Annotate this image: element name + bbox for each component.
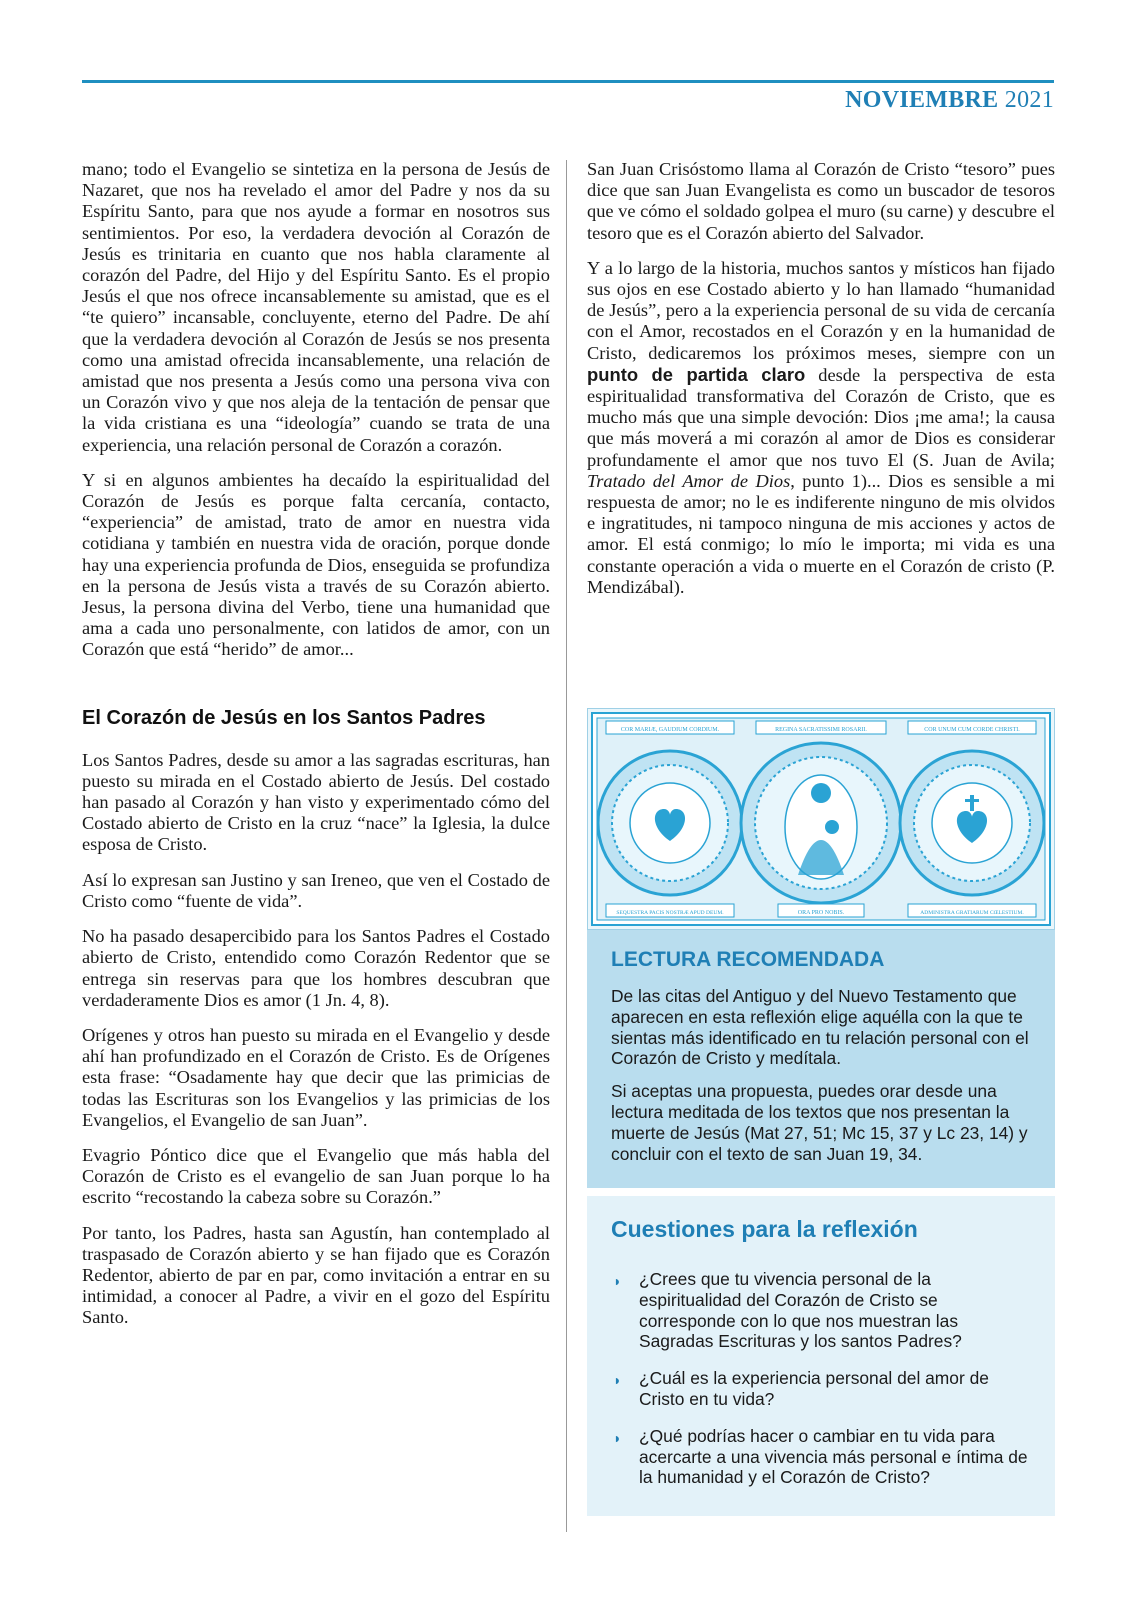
question-item bbox=[611, 1269, 1031, 1352]
right-paragraph-2-part-c: desde la perspectiva de esta espiritualidad transformativa del Corazón de Cristo, que es mucho más que una simple devoción: Dios ¡me ama!; la causa que más moverá a mi corazón al amor de Dios es considerar profundamente el amor que nos tuvo El (S. Juan de Avila; bbox=[587, 364, 1055, 470]
right-paragraph-2-part-a: Y a lo largo de la historia, muchos santos y místicos han fijado sus ojos en ese Costado abierto y lo han llamado “humanidad de Jesús”, pero a la experiencia personal de su vida de cercanía con el Amor, recostados en el Corazón y en la humanidad de Cristo, dedicaremos los próximos meses, siempre con un bbox=[587, 257, 1055, 363]
header-rule bbox=[82, 80, 1054, 83]
left-paragraph-5: No ha pasado desapercibido para los Santos Padres el Costado abierto de Cristo, entendido como Corazón Redentor que se entrega sin reservas para que los hombres descubran que verdaderamente Dios es amor (1 Jn. 4, 8). bbox=[82, 926, 550, 1010]
bottom-banner-center: ORA PRO NOBIS. bbox=[797, 910, 845, 916]
bullet-icon: ◗ bbox=[613, 1273, 622, 1289]
sacred-hearts-engraving bbox=[587, 708, 1055, 930]
left-paragraph-7: Evagrio Póntico dice que el Evangelio que más habla del Corazón de Cristo es el evangelio de san Juan porque lo ha escrito “recostando la cabeza sobre su Corazón.” bbox=[82, 1144, 550, 1208]
question-item bbox=[611, 1426, 1031, 1488]
reflection-questions-title: Cuestiones para la reflexión bbox=[611, 1216, 918, 1242]
right-paragraph-2-part-e: , punto 1)... Dios es sensible a mi respuesta de amor; no le es indiferente ninguno de mis olvidos e ingratitudes, ni tampoco ninguna de mis acciones y actos de amor. El está conmigo; lo mío le importa; mi vida es una constante operación a vida o muerte en el Corazón de cristo (P. Mendizábal). bbox=[587, 470, 1055, 597]
bullet-icon: ◗ bbox=[613, 1372, 622, 1389]
emphasis-punto-de-partida: punto de partida claro bbox=[587, 363, 806, 385]
left-column bbox=[82, 159, 550, 1343]
question-text: ¿Cuál es la experiencia personal del amor de Cristo en tu vida? bbox=[639, 1368, 989, 1409]
bottom-banner-right: ADMINISTRA GRATIARUM CŒLESTIUM. bbox=[920, 910, 1024, 916]
left-paragraph-2: Y si en algunos ambientes ha decaído la espiritualidad del Corazón de Jesús es porque falta cercanía, contacto, “experiencia” de amistad, trato de amor en nuestra vida cotidiana y también en nuestra vida de oración, porque donde hay una experiencia profunda de Dios, enseguida se profundiza en la persona de Jesús vista a través de su Corazón abierto. Jesus, la persona divina del Verbo, tiene una humanidad que ama a cada uno personalmente, con latidos de amor, con un Corazón que está “herido” de amor... bbox=[82, 469, 550, 660]
book-title-tratado: Tratado del Amor de Dios bbox=[587, 470, 791, 491]
header-month: NOVIEMBRE bbox=[845, 87, 999, 113]
recommended-reading-paragraph-2: Si aceptas una propuesta, puedes orar desde una lectura meditada de los textos que nos presentan la muerte de Jesús (Mat 27, 51; Mc 15, 37 y Lc 23, 14) y concluir con el texto de san Juan 19, 34. bbox=[611, 1081, 1028, 1164]
header-year: 2021 bbox=[1004, 87, 1054, 113]
question-text: ¿Crees que tu vivencia personal de la espiritualidad del Corazón de Cristo se corresponde con lo que nos muestran las Sagradas Escrituras y los santos Padres? bbox=[639, 1269, 962, 1352]
left-paragraph-6: Orígenes y otros han puesto su mirada en el Evangelio y desde ahí han profundizado en el Corazón de Cristo. Es de Orígenes esta frase: “Osadamente hay que decir que las primicias de todas las Escrituras son los Evangelios y las primicias de los Evangelios, el Evangelio de san Juan”. bbox=[82, 1024, 550, 1130]
right-column bbox=[587, 159, 1055, 612]
bottom-banner-left: SEQUESTRA PACIS NOSTRÆ APUD DEUM. bbox=[616, 910, 724, 916]
left-paragraph-3: Los Santos Padres, desde su amor a las sagradas escrituras, han puesto su mirada en el Costado abierto de Jesús. Del costado han pasado al Corazón y han visto y experimentado cómo del Costado abierto de Cristo en la cruz “nace” la Iglesia, la dulce esposa de Cristo. bbox=[82, 749, 550, 855]
question-item bbox=[611, 1368, 1031, 1410]
left-paragraph-4: Así lo expresan san Justino y san Ireneo, que ven el Costado de Cristo como “fuente de vida”. bbox=[82, 869, 550, 911]
banner-text-left: COR MARIÆ, GAUDIUM CORDIUM. bbox=[620, 727, 720, 733]
left-paragraph-8: Por tanto, los Padres, hasta san Agustín, han contemplado al traspasado de Corazón abierto y se han fijado que es Corazón Redentor, abierto de par en par, como invitación a entrar en su intimidad, a conocer al Padre, a vivir en el gozo del Espíritu Santo. bbox=[82, 1222, 550, 1328]
right-paragraph-1: San Juan Crisóstomo llama al Corazón de Cristo “tesoro” pues dice que san Juan Evangelista es como un buscador de tesoros que ve cómo el soldado golpea el muro (su carne) y descubre el tesoro que es el Corazón abierto del Salvador. bbox=[587, 159, 1055, 243]
question-text: ¿Qué podrías hacer o cambiar en tu vida para acercarte a una vivencia más personal e íntima de la humanidad y el Corazón de Cristo? bbox=[639, 1425, 1028, 1488]
banner-text-right: COR UNUM CUM CORDE CHRISTI. bbox=[924, 727, 1020, 733]
page-header bbox=[845, 87, 1054, 114]
right-paragraph-2 bbox=[587, 258, 1055, 598]
section-heading: El Corazón de Jesús en los Santos Padres bbox=[82, 706, 486, 729]
recommended-reading-box bbox=[587, 930, 1055, 1188]
column-divider bbox=[566, 160, 567, 1532]
bullet-icon: ◗ bbox=[613, 1429, 622, 1446]
recommended-reading-paragraph-1: De las citas del Antiguo y del Nuevo Testamento que aparecen en esta reflexión elige aquélla con la que te sientas más identificado en tu relación personal con el Corazón de Cristo y medítala. bbox=[611, 986, 1029, 1069]
left-paragraph-1: mano; todo el Evangelio se sintetiza en la persona de Jesús de Nazaret, que nos ha revelado el amor del Padre y nos da su Espíritu Santo, para que nos ayude a formar en nosotros sus sentimientos. Por eso, la verdadera devoción al Corazón de Jesús es trinitaria en cuanto que nos habla claramente al corazón del Padre, del Hijo y del Espíritu Santo. Es el propio Jesús el que nos ofrece incansablemente su amistad, que es el “te quiero” incansable, concluyente, eterno del Padre. De ahí que la verdadera devoción al Corazón de Jesús se nos presenta como una amistad ofrecida incansablemente, una relación de amistad que nos presenta a Jesús como una persona viva con un Corazón vivo y que nos aleja de la tentación de pensar que la vida cristiana es una “ideología” cuando se trata de una experiencia, una relación personal de Corazón a corazón. bbox=[82, 159, 550, 455]
banner-text-center: REGINA SACRATISSIMI ROSARII. bbox=[775, 727, 867, 733]
reflection-questions-box bbox=[587, 1196, 1055, 1516]
recommended-reading-title: LECTURA RECOMENDADA bbox=[611, 948, 885, 971]
